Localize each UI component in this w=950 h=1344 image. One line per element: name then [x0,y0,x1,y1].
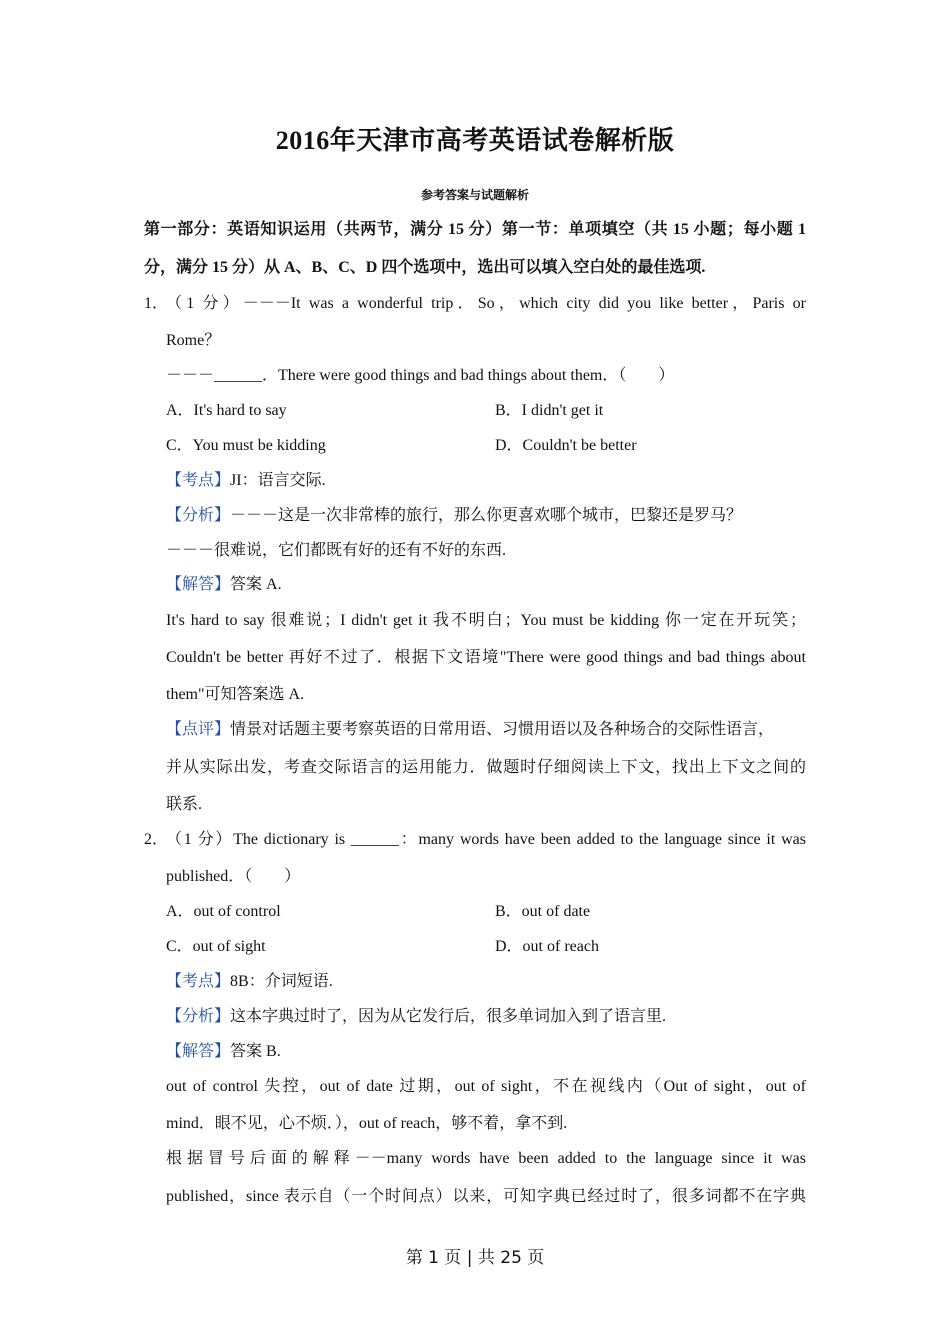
question-1-fenxi-line-2: －－－很难说，它们都既有好的还有不好的东西. [166,542,507,559]
fenxi-text: －－－这是一次非常棒的旅行，那么你更喜欢哪个城市，巴黎还是罗马？ [230,507,743,524]
jieda-tag: 【解答】 [166,576,231,593]
question-2-explain-line-3: 根据冒号后面的解释－－many words have been added to the language since it was [166,1150,806,1167]
question-2-explain-line-4: published，since 表示自（一个时间点）以来，可知字典已经过时了，很多词都不在字典 [166,1188,806,1205]
question-1-dianping-line-3: 联系. [166,796,203,813]
jieda-text: 答案 B. [230,1043,281,1060]
question-1-fenxi [166,502,742,525]
question-2-kaodian [166,968,333,991]
question-2-explain-line-2: mind．眼不见，心不烦．），out of reach，够不着，拿不到. [166,1115,568,1132]
question-2-option-b: B．out of date [495,903,591,920]
question-2-option-a: A．out of control [166,903,281,920]
question-1-option-b: B．I didn't get it [495,402,604,419]
document-title: 2016年天津市高考英语试卷解析版 [275,126,675,155]
question-1-explain-line-1: It's hard to say 很难说；I didn't get it 我不明白；You must be kidding 你一定在开玩笑； [166,612,806,629]
question-1-stem-line-2: Rome？ [166,332,221,349]
fenxi-tag: 【分析】 [166,507,231,524]
question-1-number: 1． [144,295,169,312]
kaodian-tag: 【考点】 [166,973,231,990]
question-2-stem-line-2: published．（ ） [166,868,301,885]
kaodian-tag: 【考点】 [166,472,231,489]
kaodian-text: JI：语言交际. [230,472,326,489]
intro-line-2: 分，满分 15 分）从 A、B、C、D 四个选项中，选出可以填入空白处的最佳选项. [144,259,706,276]
question-1-jieda [166,571,282,594]
fenxi-text: 这本字典过时了，因为从它发行后，很多单词加入到了语言里. [230,1008,667,1025]
jieda-text: 答案 A. [230,576,282,593]
question-1-option-d: D．Couldn't be better [495,437,637,454]
dianping-tag: 【点评】 [166,721,231,738]
kaodian-text: 8B：介词短语. [230,973,333,990]
question-2-jieda [166,1038,281,1061]
question-1-kaodian [166,467,326,490]
page-footer: 第 1 页 | 共 25 页 [405,1248,545,1268]
question-2-fenxi [166,1003,666,1026]
question-1-option-a: A．It's hard to say [166,402,287,419]
intro-line-1: 第一部分：英语知识运用（共两节，满分 15 分）第一节：单项填空（共 15 小题；每小题 1 [144,221,806,238]
question-1-dianping-line-2: 并从实际出发，考查交际语言的运用能力．做题时仔细阅读上下文，找出上下文之间的 [166,759,806,776]
question-1-explain-line-2: Couldn't be better 再好不过了．根据下文语境"There were good things and bad things about [166,649,806,666]
question-2-option-d: D．out of reach [495,938,599,955]
question-1-dianping [166,716,774,739]
question-2-explain-line-1: out of control 失控，out of date 过期，out of sight，不在视线内（Out of sight，out of [166,1078,806,1095]
fenxi-tag: 【分析】 [166,1008,231,1025]
question-2-number: 2． [144,831,169,848]
jieda-tag: 【解答】 [166,1043,231,1060]
question-1-stem-line-3: －－－______．There were good things and bad things about them．（ ） [166,367,675,384]
question-1-stem-line-1: （1 分）－－－It was a wonderful trip．So，which city did you like better，Paris or [166,295,806,312]
question-2-option-c: C．out of sight [166,938,266,955]
document-subtitle: 参考答案与试题解析 [420,188,529,202]
question-2-stem-line-1: （1 分）The dictionary is ______：many words have been added to the language since it was [166,831,806,848]
question-1-option-c: C．You must be kidding [166,437,326,454]
question-1-explain-line-3: them"可知答案选 A. [166,686,305,703]
dianping-text: 情景对话题主要考察英语的日常用语、习惯用语以及各种场合的交际性语言， [230,721,775,738]
